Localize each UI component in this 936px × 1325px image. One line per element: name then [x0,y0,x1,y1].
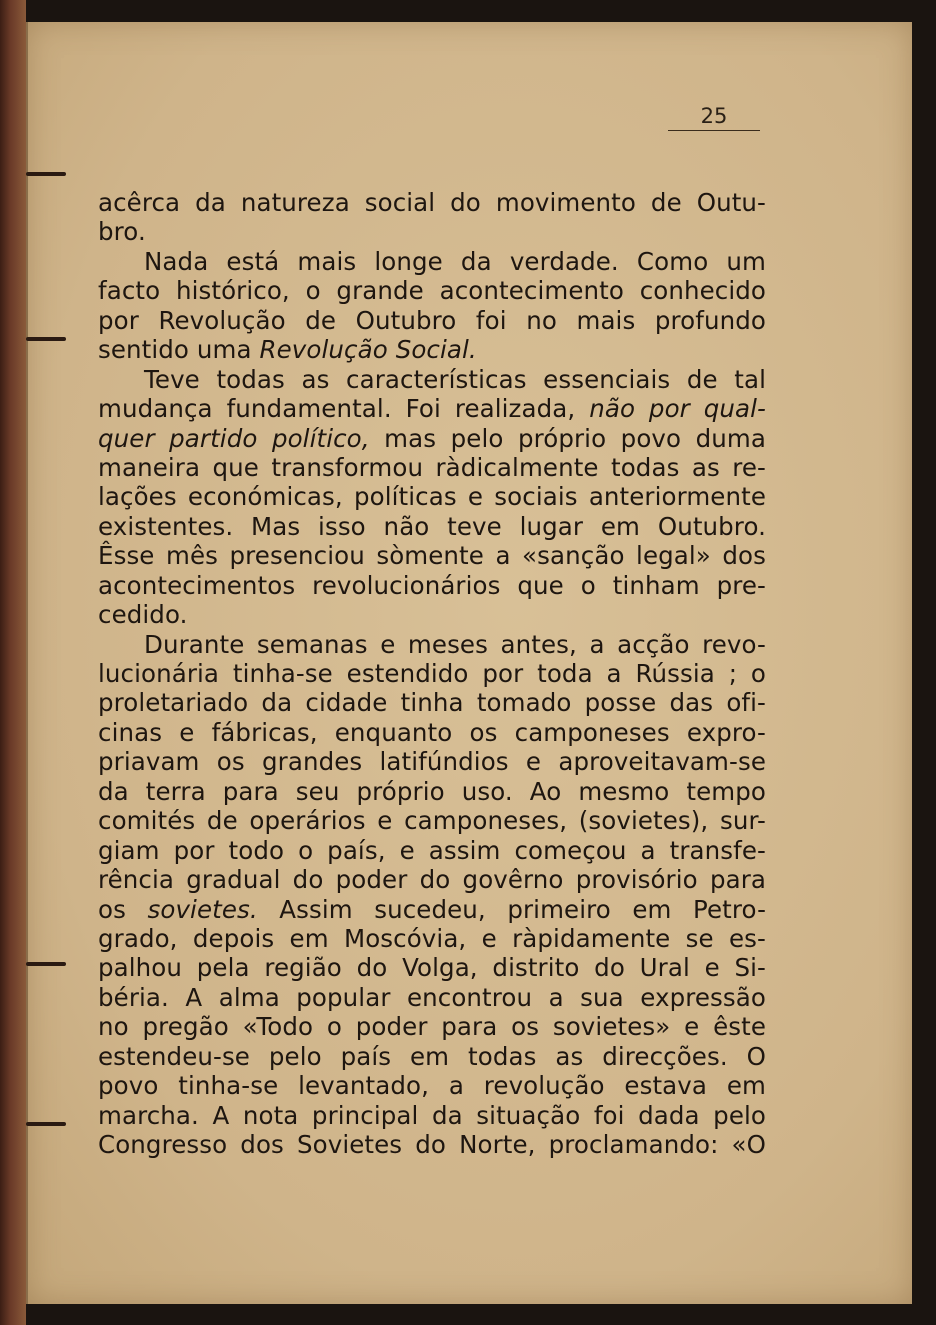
text-run: por Revolução de Outubro foi no mais profundo [98,305,766,335]
text-line [98,836,766,865]
text-line [98,747,766,776]
text-line [98,718,766,747]
text-run: Durante semanas e meses antes, a acção revo- [144,629,766,659]
text-line [98,806,766,835]
text-run: béria. A alma popular encontrou a sua expressão [98,982,766,1012]
text-line [98,424,766,453]
text-line [98,1130,766,1159]
text-line [98,924,766,953]
text-line [98,1012,766,1041]
text-line [98,895,766,924]
text-line [98,394,766,423]
binding-stitch [26,962,66,966]
text-run: palhou pela região do Volga, distrito do Ural e Si- [98,953,766,983]
italic-text: sovietes. [147,894,258,924]
text-run: povo tinha-se levantado, a revolução estava em [98,1071,766,1101]
text-line [98,1071,766,1100]
text-run: da terra para seu próprio uso. Ao mesmo tempo [98,776,766,806]
text-line [98,335,766,364]
text-run: giam por todo o país, e assim começou a transfe- [98,835,766,865]
text-run: existentes. Mas isso não teve lugar em Outubro. [98,511,766,541]
text-line [98,688,766,717]
text-run: mudança fundamental. Foi realizada, [98,394,590,424]
text-run: cedido. [98,600,188,630]
text-run: lucionária tinha-se estendido por toda a Rússia ; o [98,659,766,688]
text-run: bro. [98,217,146,247]
book-binding [0,0,26,1325]
text-run: lações económicas, políticas e sociais anteriormente [98,482,766,512]
text-line [98,1042,766,1071]
text-run: sentido uma [98,335,260,365]
text-line [98,571,766,600]
text-run: os [98,894,148,924]
text-line [98,453,766,482]
text-run: mas pelo próprio povo duma [369,423,766,453]
text-run: Assim sucedeu, primeiro em Petro- [257,894,767,924]
text-line [98,188,766,217]
text-line [98,983,766,1012]
text-line [98,512,766,541]
text-run: estendeu-se pelo país em todas as direcções. O [98,1041,766,1071]
text-run: rência gradual do poder do govêrno provisório para [98,865,766,895]
text-run: marcha. A nota principal da situação foi dada pelo [98,1100,766,1130]
text-run: Êsse mês presenciou sòmente a «sanção legal» dos [98,541,766,571]
text-line [98,482,766,511]
text-line [98,1101,766,1130]
binding-stitch [26,337,66,341]
text-run: no pregão «Todo o poder para os sovietes» e êste [98,1012,766,1042]
text-line [98,247,766,276]
page-number: 25 [668,104,760,131]
binding-stitch [26,1122,66,1126]
text-run: facto histórico, o grande acontecimento conhecido [98,276,766,306]
italic-text: quer partido político, [98,423,370,453]
text-run: acontecimentos revolucionários que o tinham pre- [98,570,766,600]
text-line [98,306,766,335]
text-line [98,659,766,688]
text-line [98,630,766,659]
text-run: proletariado da cidade tinha tomado posse das ofi- [98,688,766,718]
text-line [98,777,766,806]
text-line [98,541,766,570]
text-line [98,865,766,894]
body-text [98,188,766,1159]
text-run: Teve todas as características essenciais de tal [144,364,766,394]
italic-text: não por qual- [589,394,766,424]
text-run: acêrca da natureza social do movimento de Outu- [98,188,766,217]
text-run: cinas e fábricas, enquanto os camponeses expro- [98,717,766,747]
text-run: priavam os grandes latifúndios e aproveitavam-se [98,747,766,777]
binding-stitch [26,172,66,176]
text-run: Congresso dos Sovietes do Norte, proclamando: «O [98,1130,766,1159]
text-run: comités de operários e camponeses, (sovietes), sur- [98,806,766,836]
text-line [98,276,766,305]
text-line [98,365,766,394]
text-line [98,600,766,629]
text-line [98,953,766,982]
text-line [98,217,766,246]
text-run: Nada está mais longe da verdade. Como um [144,246,766,276]
text-run: maneira que transformou ràdicalmente todas as re- [98,452,766,482]
italic-text: Revolução Social. [259,335,477,365]
text-run: grado, depois em Moscóvia, e ràpidamente se es- [98,923,766,953]
